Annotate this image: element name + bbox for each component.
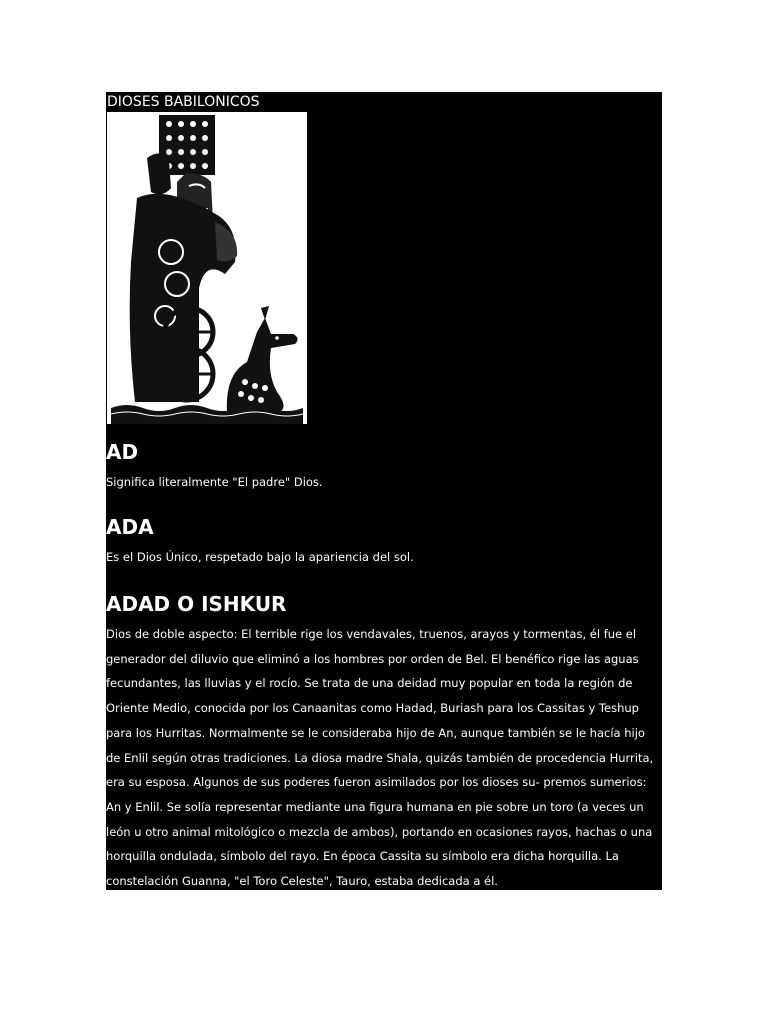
section-text-adad-o-ishkur: Dios de doble aspecto: El terrible rige los vendavales, truenos, arayos y tormentas, él fue el generador del diluvio que eliminó a los hombres por orden de Bel. El benéfico rige las aguas fecundantes, las lluvias y el rocío. Se trata de una deidad muy popular en toda la región de Oriente Medio, conocida por los Canaanitas como Hadad, Buriash para los Cassitas y Teshup para los Hurritas. Normalmente se le consideraba hijo de An, aunque también se le hacía hijo de Enlil según otras tradiciones. La diosa madre Shala, quizás también de procedencia Hurrita, era su esposa. Algunos de sus poderes fueron asimilados por los dioses su- premos sumerios: An y Enlil. Se solía representar mediante una figura humana en pie sobre un toro (a veces un león u otro animal mitológico o mezcla de ambos), portando en ocasiones rayos, hachas o una horquilla ondulada, símbolo del rayo. En época Cassita su símbolo era dicha horquilla. La constelación Guanna, "el Toro Celeste", Tauro, estaba dedicada a él. [106,627,654,889]
section-heading-ada: ADA [106,515,154,539]
document-page [106,92,662,890]
deity-illustration [107,112,307,424]
babylonian-deity-icon [107,112,307,424]
section-text-ada: Es el Dios Único, respetado bajo la apariencia del sol. [106,550,414,564]
section-heading-adad-o-ishkur: ADAD O ISHKUR [106,592,287,616]
section-heading-ad: AD [106,440,139,464]
document-title: DIOSES BABILONICOS [107,94,260,110]
section-text-ad: Significa literalmente "El padre" Dios. [106,475,323,489]
